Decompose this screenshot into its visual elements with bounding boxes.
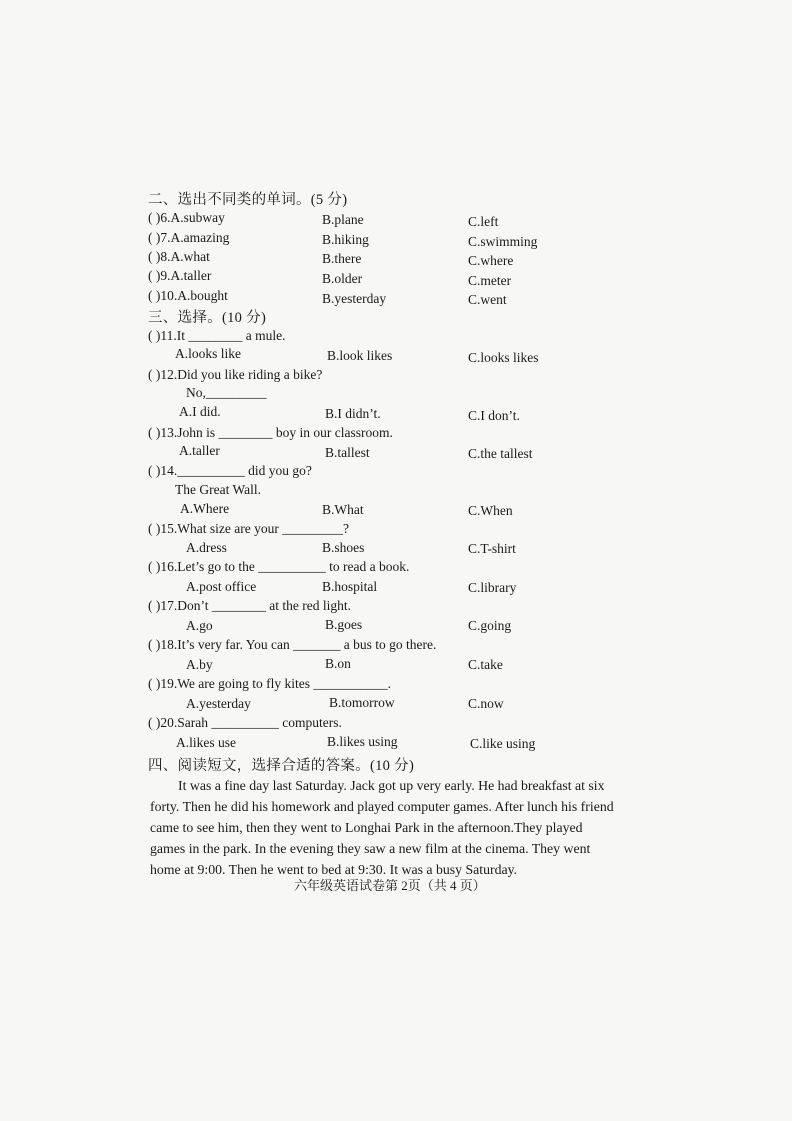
question-10-option-b: B.yesterday [322, 291, 387, 306]
question-6-option-b: B.plane [322, 212, 364, 227]
question-19: ( )19.We are going to fly kites ___________. [148, 676, 391, 691]
question-12-option-c: C.I don’t. [468, 408, 520, 423]
question-9: ( )9.A.taller [148, 268, 212, 283]
question-6-option-c: C.left [468, 214, 499, 229]
question-15-option-b: B.shoes [322, 540, 365, 555]
question-19-option-b: B.tomorrow [329, 695, 395, 710]
question-16-option-a: A.post office [186, 579, 257, 594]
question-19-option-a: A.yesterday [186, 696, 251, 711]
question-14: ( )14.__________ did you go? [148, 463, 312, 478]
question-14-prompt: The Great Wall. [175, 482, 262, 497]
question-13-option-c: C.the tallest [468, 446, 533, 461]
question-11-option-a: A.looks like [175, 346, 241, 361]
question-16-option-c: C.library [468, 580, 517, 595]
question-15-option-c: C.T-shirt [468, 541, 516, 556]
question-14-option-a: A.Where [180, 501, 230, 516]
question-13-option-b: B.tallest [325, 445, 370, 460]
question-13: ( )13.John is ________ boy in our classroom. [148, 425, 393, 440]
question-8-option-b: B.there [322, 251, 362, 266]
question-15: ( )15.What size are your _________? [148, 521, 349, 536]
question-19-option-c: C.now [468, 696, 504, 711]
question-12: ( )12.Did you like riding a bike? [148, 367, 323, 382]
question-18-option-a: A.by [186, 657, 213, 672]
page-footer: 六年级英语试卷第 2页（共 4 页） [294, 878, 486, 893]
section2-title: 二、选出不同类的单词。(5 分) [148, 192, 348, 208]
question-9-option-c: C.meter [468, 273, 512, 288]
question-9-option-b: B.older [322, 271, 363, 286]
question-20-option-c: C.like using [470, 736, 536, 751]
question-14-option-b: B.What [322, 502, 364, 517]
question-7: ( )7.A.amazing [148, 230, 230, 245]
question-12-option-b: B.I didn’t. [325, 406, 381, 421]
question-20-option-b: B.likes using [327, 734, 398, 749]
section3-title: 三、选择。(10 分) [148, 310, 267, 326]
question-16-option-b: B.hospital [322, 579, 378, 594]
question-18: ( )18.It’s very far. You can _______ a bus to go there. [148, 637, 437, 652]
question-17-option-c: C.going [468, 618, 512, 633]
section4-title: 四、阅读短文，选择合适的答案。(10 分) [148, 758, 415, 774]
question-17-option-a: A.go [186, 618, 213, 633]
question-13-option-a: A.taller [179, 443, 220, 458]
question-20-option-a: A.likes use [176, 735, 236, 750]
question-11: ( )11.It ________ a mule. [148, 328, 286, 343]
question-12-prompt: No,_________ [186, 385, 267, 400]
question-17: ( )17.Don’t ________ at the red light. [148, 598, 351, 613]
question-8: ( )8.A.what [148, 249, 210, 264]
question-10-option-c: C.went [468, 292, 507, 307]
question-11-option-c: C.looks likes [468, 350, 539, 365]
reading-passage: It was a fine day last Saturday. Jack got up very early. He had breakfast at six forty. Then he did his homework and played computer games. After lunch his friend came to see him, then they went to Longhai Park in the afternoon.They played games in the park. In the evening they saw a new film at the cinema. They went home at 9:00. Then he went to bed at 9:30. It was a busy Saturday. [150, 778, 614, 877]
question-6: ( )6.A.subway [148, 210, 225, 225]
question-15-option-a: A.dress [186, 540, 227, 555]
question-18-option-c: C.take [468, 657, 503, 672]
question-16: ( )16.Let’s go to the __________ to read a book. [148, 559, 410, 574]
question-18-option-b: B.on [325, 656, 351, 671]
question-11-option-b: B.look likes [327, 348, 393, 363]
question-17-option-b: B.goes [325, 617, 363, 632]
question-7-option-c: C.swimming [468, 234, 538, 249]
question-7-option-b: B.hiking [322, 232, 369, 247]
question-14-option-c: C.When [468, 503, 513, 518]
question-10: ( )10.A.bought [148, 288, 228, 303]
question-12-option-a: A.I did. [179, 404, 221, 419]
question-20: ( )20.Sarah __________ computers. [148, 715, 342, 730]
question-8-option-c: C.where [468, 253, 514, 268]
